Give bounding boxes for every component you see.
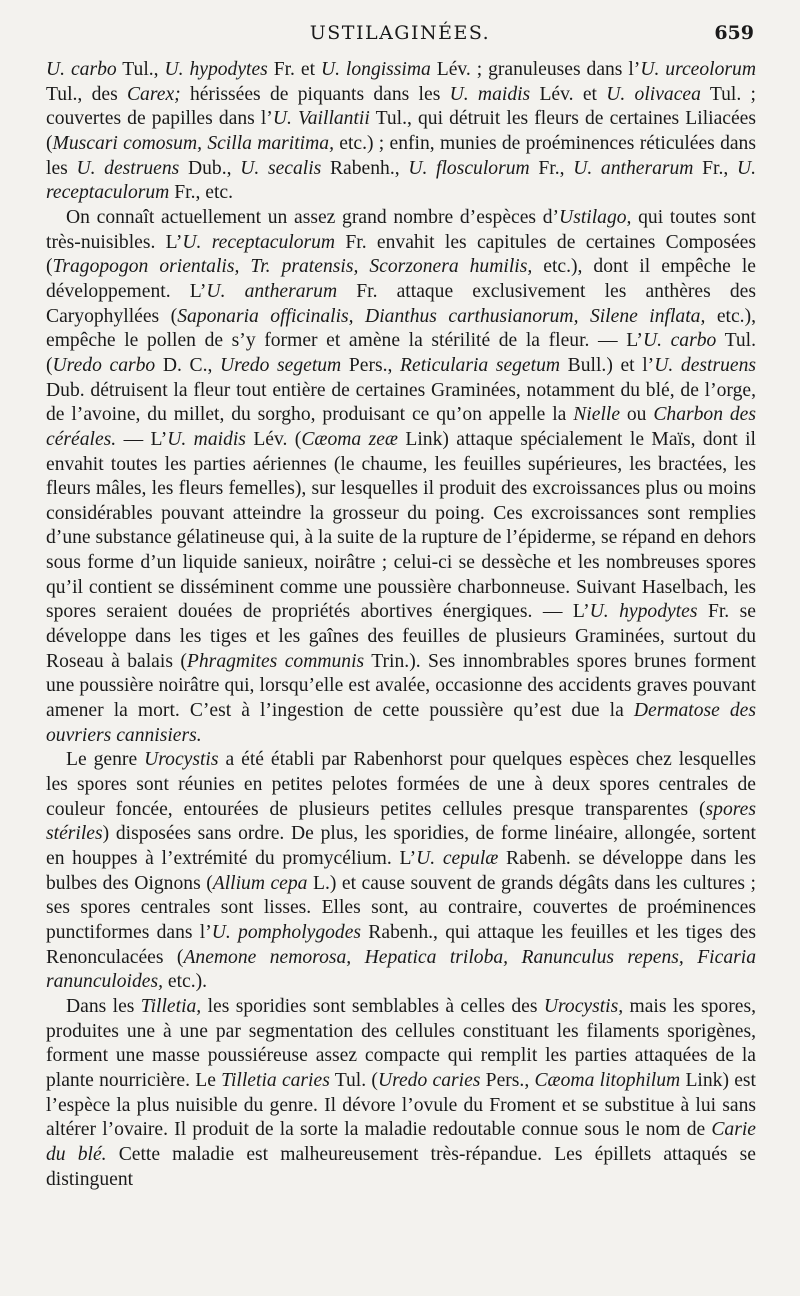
text-run: Bull.) et l’ <box>560 354 655 376</box>
text-run: a été établi par Rabenhorst pour quelques espèces chez lesquelles les spores sont réunies en petites pelotes formées de une à deux spores centrales de couleur foncée, entourées de plusieurs petites cellules presque transparentes ( <box>46 749 756 820</box>
text-run: Dub., <box>179 157 241 179</box>
text-run: Link) attaque spécialement le Maïs, dont il envahit toutes les parties aériennes (le chaume, les feuilles supérieures, les bractées, les fleurs mâles, les fleurs femelles), sur lesquelles il produit des excroissances plus ou moins considérables pouvant atteindre la grosseur du poing. Ces excroissances sont remplies d’une substance gélatineuse qui, à la suite de la rupture de l’épiderme, se répand en dehors sous forme d’un liquide sanieux, noirâtre ; celui-ci se dessèche et les nombreuses spores qu’il contient se disséminent comme une poussière charbonneuse. Suivant Haselbach, les spores seraient douées de propriétés abortives énergiques. — L’ <box>46 428 757 623</box>
italic-run: U. destruens <box>654 354 757 376</box>
italic-run: U. secalis <box>240 157 322 179</box>
text-run: Tul. ( <box>46 330 756 376</box>
text-run: Rabenh., qui attaque les feuilles et les tiges des Renonculacées ( <box>46 921 757 968</box>
text-run: Fr. et <box>267 59 321 80</box>
text-run: Le genre <box>66 749 145 771</box>
italic-run: U. antherarum <box>206 280 338 302</box>
text-run: Tul. ( <box>329 1069 378 1091</box>
paragraph <box>46 58 756 206</box>
italic-run: U. olivacea <box>606 83 701 105</box>
text-run: — L’ <box>116 428 168 450</box>
text-run: L.) et cause souvent de grands dégâts dans les cultures ; ses spores centrales sont lisses. Elles sont, au contraire, couvertes de proéminences punctiformes dans l’ <box>46 872 756 943</box>
italic-run: U. carbo <box>46 59 117 80</box>
italic-run: U. receptaculorum <box>182 231 336 253</box>
text-run: Pers., <box>341 354 401 376</box>
italic-run: U. cepulæ <box>416 848 499 869</box>
italic-run: Uredo segetum <box>220 354 342 376</box>
italic-run: U. Vaillantii <box>272 108 370 130</box>
italic-run: Urocystis, <box>543 995 624 1017</box>
italic-run: Phragmites communis <box>186 650 365 672</box>
text-run: Fr. envahit les capitules de certaines Composées ( <box>46 231 756 278</box>
italic-run: Allium cepa <box>212 872 308 894</box>
italic-run: Dermatose des ouvriers cannisiers. <box>46 700 757 746</box>
text-run: Tul. ; couvertes de papilles dans l’ <box>46 83 756 130</box>
italic-run: Charbon des céréales. <box>46 404 756 450</box>
italic-run: Cæoma litophilum <box>534 1069 681 1091</box>
italic-run: Uredo caries <box>377 1069 481 1091</box>
italic-run: Anemone nemorosa, Hepatica triloba, Ranunculus repens, Ficaria ranunculoides, <box>46 946 756 993</box>
text-run: ) disposées sans ordre. De plus, les sporidies, de forme linéaire, allongée, sortent en houppes à l’extrémité du promycélium. L’ <box>46 823 756 869</box>
text-run: etc.). <box>163 971 208 993</box>
italic-run: Urocystis <box>144 749 219 771</box>
italic-run: U. antherarum <box>573 157 694 179</box>
text-run: Dans les <box>66 995 141 1017</box>
italic-run: Tragopogon orientalis, Tr. pratensis, Scorzonera humilis, <box>52 256 533 278</box>
body-text <box>46 58 756 1192</box>
text-run: Lév. ; granuleuses dans l’ <box>430 59 641 80</box>
italic-run: U. hypodytes <box>164 59 268 80</box>
italic-run: Saponaria officinalis, Dianthus carthusianorum, Silene inflata, <box>177 305 706 327</box>
text-run: Fr., <box>529 157 574 179</box>
text-run: qui toutes sont très-nuisibles. L’ <box>46 206 756 253</box>
text-run: les sporidies sont semblables à celles des <box>201 995 544 1017</box>
text-run: Tul., des <box>46 83 127 105</box>
italic-run: U. destruens <box>76 157 180 179</box>
italic-run: U. pompholygodes <box>211 921 362 943</box>
text-run: Fr. attaque exclusivement les anthères des Caryophyllées ( <box>46 280 756 327</box>
text-run: Trin.). Ses innombrables spores brunes forment une poussière noirâtre qui, lorsqu’elle est avalée, occasionne des accidents graves pouvant amener la mort. C’est à l’ingestion de cette poussière qu’est due la <box>46 650 757 722</box>
text-run: Fr., etc. <box>169 182 234 204</box>
page-number: 659 <box>714 22 754 44</box>
text-run: Rabenh. se développe dans les bulbes des Oignons ( <box>46 848 756 894</box>
italic-run: U. urceolorum <box>640 59 756 80</box>
paragraph <box>46 206 756 748</box>
paragraph <box>46 748 756 995</box>
text-run: Cette maladie est malheureusement très-répandue. Les épillets attaqués se distinguent <box>46 1143 756 1190</box>
italic-run: Nielle <box>573 404 621 426</box>
text-run: ou <box>620 404 654 426</box>
italic-run: spores stériles <box>46 798 756 845</box>
italic-run: U. longissima <box>320 59 431 80</box>
text-run: Pers., <box>480 1069 535 1091</box>
italic-run: U. maidis <box>167 428 246 450</box>
text-run: D. C., <box>155 354 221 376</box>
italic-run: U. maidis <box>449 83 531 105</box>
italic-run: Reticularia segetum <box>400 354 561 376</box>
text-run: Tul., <box>116 59 165 80</box>
italic-run: U. receptaculorum <box>46 157 757 204</box>
text-run: Tul., qui détruit les fleurs de certaines Liliacées ( <box>46 108 757 154</box>
italic-run: Carex; <box>126 83 181 105</box>
text-run: Lév. et <box>530 83 607 105</box>
text-run: Lév. ( <box>245 428 302 450</box>
italic-run: Tilletia, <box>140 995 202 1017</box>
text-run: etc.), empêche le pollen de s’y former et amène la stérilité de la fleur. — L’ <box>46 305 756 352</box>
text-run: Link) est l’espèce la plus nuisible du genre. Il dévore l’ovule du Froment et se substitue à lui sans altérer l’ovaire. Il produit de la sorte la maladie redoutable connue sous le nom de <box>46 1069 756 1141</box>
paragraph <box>46 995 756 1192</box>
running-header <box>46 22 754 52</box>
text-run: hérissées de piquants dans les <box>180 83 450 105</box>
italic-run: U. carbo <box>642 330 717 352</box>
text-run: Rabenh., <box>321 157 409 179</box>
italic-run: Carie du blé. <box>46 1119 756 1165</box>
text-run: etc.) ; enfin, munies de proéminences réticulées dans les <box>46 132 756 179</box>
text-run: Dub. détruisent la fleur tout entière de certaines Graminées, notamment du blé, de l’orge, de l’avoine, du millet, du sorgho, produisant ce qu’on appelle la <box>46 379 756 426</box>
italic-run: Ustilago, <box>559 206 632 228</box>
running-title: USTILAGINÉES. <box>309 22 491 44</box>
italic-run: U. hypodytes <box>589 601 698 623</box>
text-run: etc.), dont il empêche le développement. L’ <box>46 256 756 302</box>
italic-run: Tilletia caries <box>221 1069 330 1091</box>
text-run: On connaît actuellement un assez grand nombre d’espèces d’ <box>66 206 560 228</box>
italic-run: Cæoma zeæ <box>301 428 398 450</box>
italic-run: Uredo carbo <box>52 354 156 376</box>
italic-run: U. flosculorum <box>408 157 530 179</box>
text-run: Fr. se développe dans les tiges et les gaînes des feuilles de plusieurs Graminées, surtout du Roseau à balais ( <box>46 601 757 672</box>
text-run: Fr., <box>693 157 737 179</box>
text-run: mais les spores, produites une à une par segmentation des cellules constituant les filaments sporigènes, forment une masse poussiéreuse assez compacte qui remplit les parties attaquées de la plante nourricière. Le <box>46 995 756 1091</box>
italic-run: Muscari comosum, Scilla maritima, <box>52 132 334 154</box>
